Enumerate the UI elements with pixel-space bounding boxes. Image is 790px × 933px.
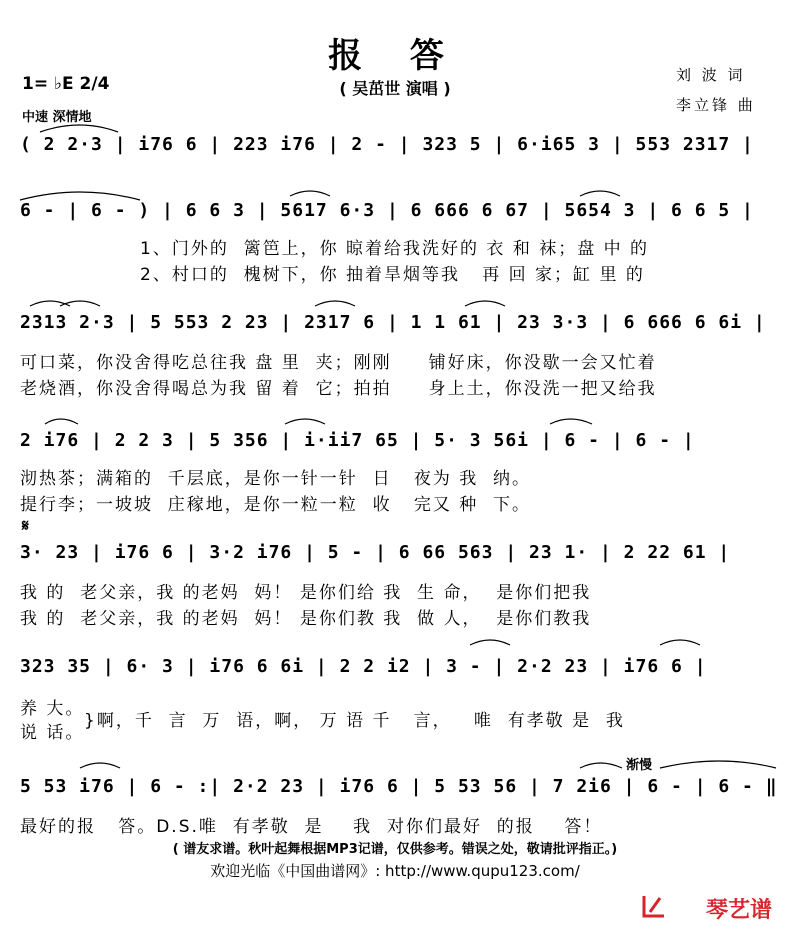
- song-title: 报 答: [328, 36, 462, 76]
- lyric-verse-2: 我 的 老父亲，我 的老妈 妈！ 是你们教 我 做 人， 是你们教我: [20, 609, 592, 629]
- lyric-verse-1: 可口菜，你没舍得吃总往我 盘 里 夹；刚刚 铺好床，你没歇一会又忙着: [20, 353, 657, 373]
- lyricist-credit: 刘 波 词: [676, 66, 746, 84]
- tempo-marking: 中速 深情地: [22, 110, 92, 125]
- notation-line-4: 2 i76 | 2 2 3 | 5 356 | i·ii7 65 | 5· 3 56i | 6 - | 6 - |: [20, 430, 695, 451]
- lyric-verse-1: 沏热茶；满箱的 千层底，是你一针一针 日 夜为 我 纳。: [20, 469, 532, 489]
- slur-mark: [80, 763, 120, 768]
- lyric-verse-1: 我 的 老父亲，我 的老妈 妈！ 是你们给 我 生 命， 是你们把我: [20, 583, 592, 603]
- transcription-note: ( 谱友求谱。秋叶起舞根据MP3记谱，仅供参考。错误之处，敬请批评指正。): [172, 842, 618, 857]
- segno-sign: 𝄋: [22, 516, 29, 535]
- lyric-refrain: }啊，千 言 万 语，啊， 万 语 千 言， 唯 有孝敬 是 我: [84, 711, 625, 731]
- brand-logo: 琴艺谱: [705, 898, 772, 923]
- lyric-verse-2: 说 话。: [20, 723, 85, 743]
- notation-line-5: 3· 23 | i76 6 | 3·2 i76 | 5 - | 6 66 563 | 23 1· | 2 22 61 |: [20, 542, 731, 563]
- lyric-verse-1: 1、门外的 篱笆上，你 晾着给我洗好的 衣 和 袜；盘 中 的: [140, 239, 650, 259]
- key-signature: 1= ♭E 2/4: [22, 74, 110, 94]
- lyric-verse-1: 养 大。: [20, 699, 85, 719]
- tempo-change-marking: 渐慢: [626, 758, 653, 773]
- slur-mark: [660, 640, 700, 645]
- notation-line-1: ( 2 2·3 | i76 6 | 223 i76 | 2 - | 323 5 | 6·i65 3 | 553 2317 |: [20, 134, 754, 155]
- slur-mark: [45, 419, 78, 424]
- notation-line-2: 6 - | 6 - ) | 6 6 3 | 5617 6·3 | 6 666 6 67 | 5654 3 | 6 6 5 |: [20, 200, 754, 221]
- tie-mark: [20, 192, 140, 200]
- composer-credit: 李立锋 曲: [676, 96, 756, 114]
- slur-mark: [40, 125, 118, 132]
- slur-mark: [465, 301, 505, 306]
- notation-line-6: 323 35 | 6· 3 | i76 6 6i | 2 2 i2 | 3 - | 2·2 23 | i76 6 |: [20, 656, 707, 677]
- notation-line-3: 2313 2·3 | 5 553 2 23 | 2317 6 | 1 1 61 | 23 3·3 | 6 666 6 6i |: [20, 312, 766, 333]
- website-link[interactable]: 欢迎光临《中国曲谱网》: http://www.qupu123.com/: [210, 862, 580, 880]
- slur-mark: [550, 419, 592, 424]
- slur-mark: [30, 301, 70, 306]
- slur-mark: [580, 763, 622, 768]
- slur-mark: [285, 419, 325, 424]
- lyric-verse-2: 2、村口的 槐树下，你 抽着旱烟等我 再 回 家；缸 里 的: [140, 265, 645, 285]
- slur-mark: [60, 301, 100, 306]
- slur-mark: [290, 191, 330, 196]
- logo-icon: [640, 892, 668, 920]
- lyric-verse-2: 提行李；一坡坡 庄稼地，是你一粒一粒 收 完又 种 下。: [20, 495, 532, 515]
- slur-mark: [315, 301, 355, 306]
- notation-line-7: 5 53 i76 | 6 - :| 2·2 23 | i76 6 | 5 53 56 | 7 2i6 | 6 - | 6 - ‖: [20, 776, 778, 797]
- singer-credit: ( 吴茁世 演唱 ): [339, 79, 451, 98]
- slur-mark: [470, 640, 510, 645]
- lyric-verse-2: 老烧酒，你没舍得喝总为我 留 着 它；拍拍 身上土，你没洗一把又给我: [20, 379, 657, 399]
- slur-mark: [580, 191, 620, 196]
- lyric-verse-1: 最好的报 答。D.S.唯 有孝敬 是 我 对你们最好 的报 答！: [20, 817, 603, 837]
- tie-mark: [660, 761, 776, 768]
